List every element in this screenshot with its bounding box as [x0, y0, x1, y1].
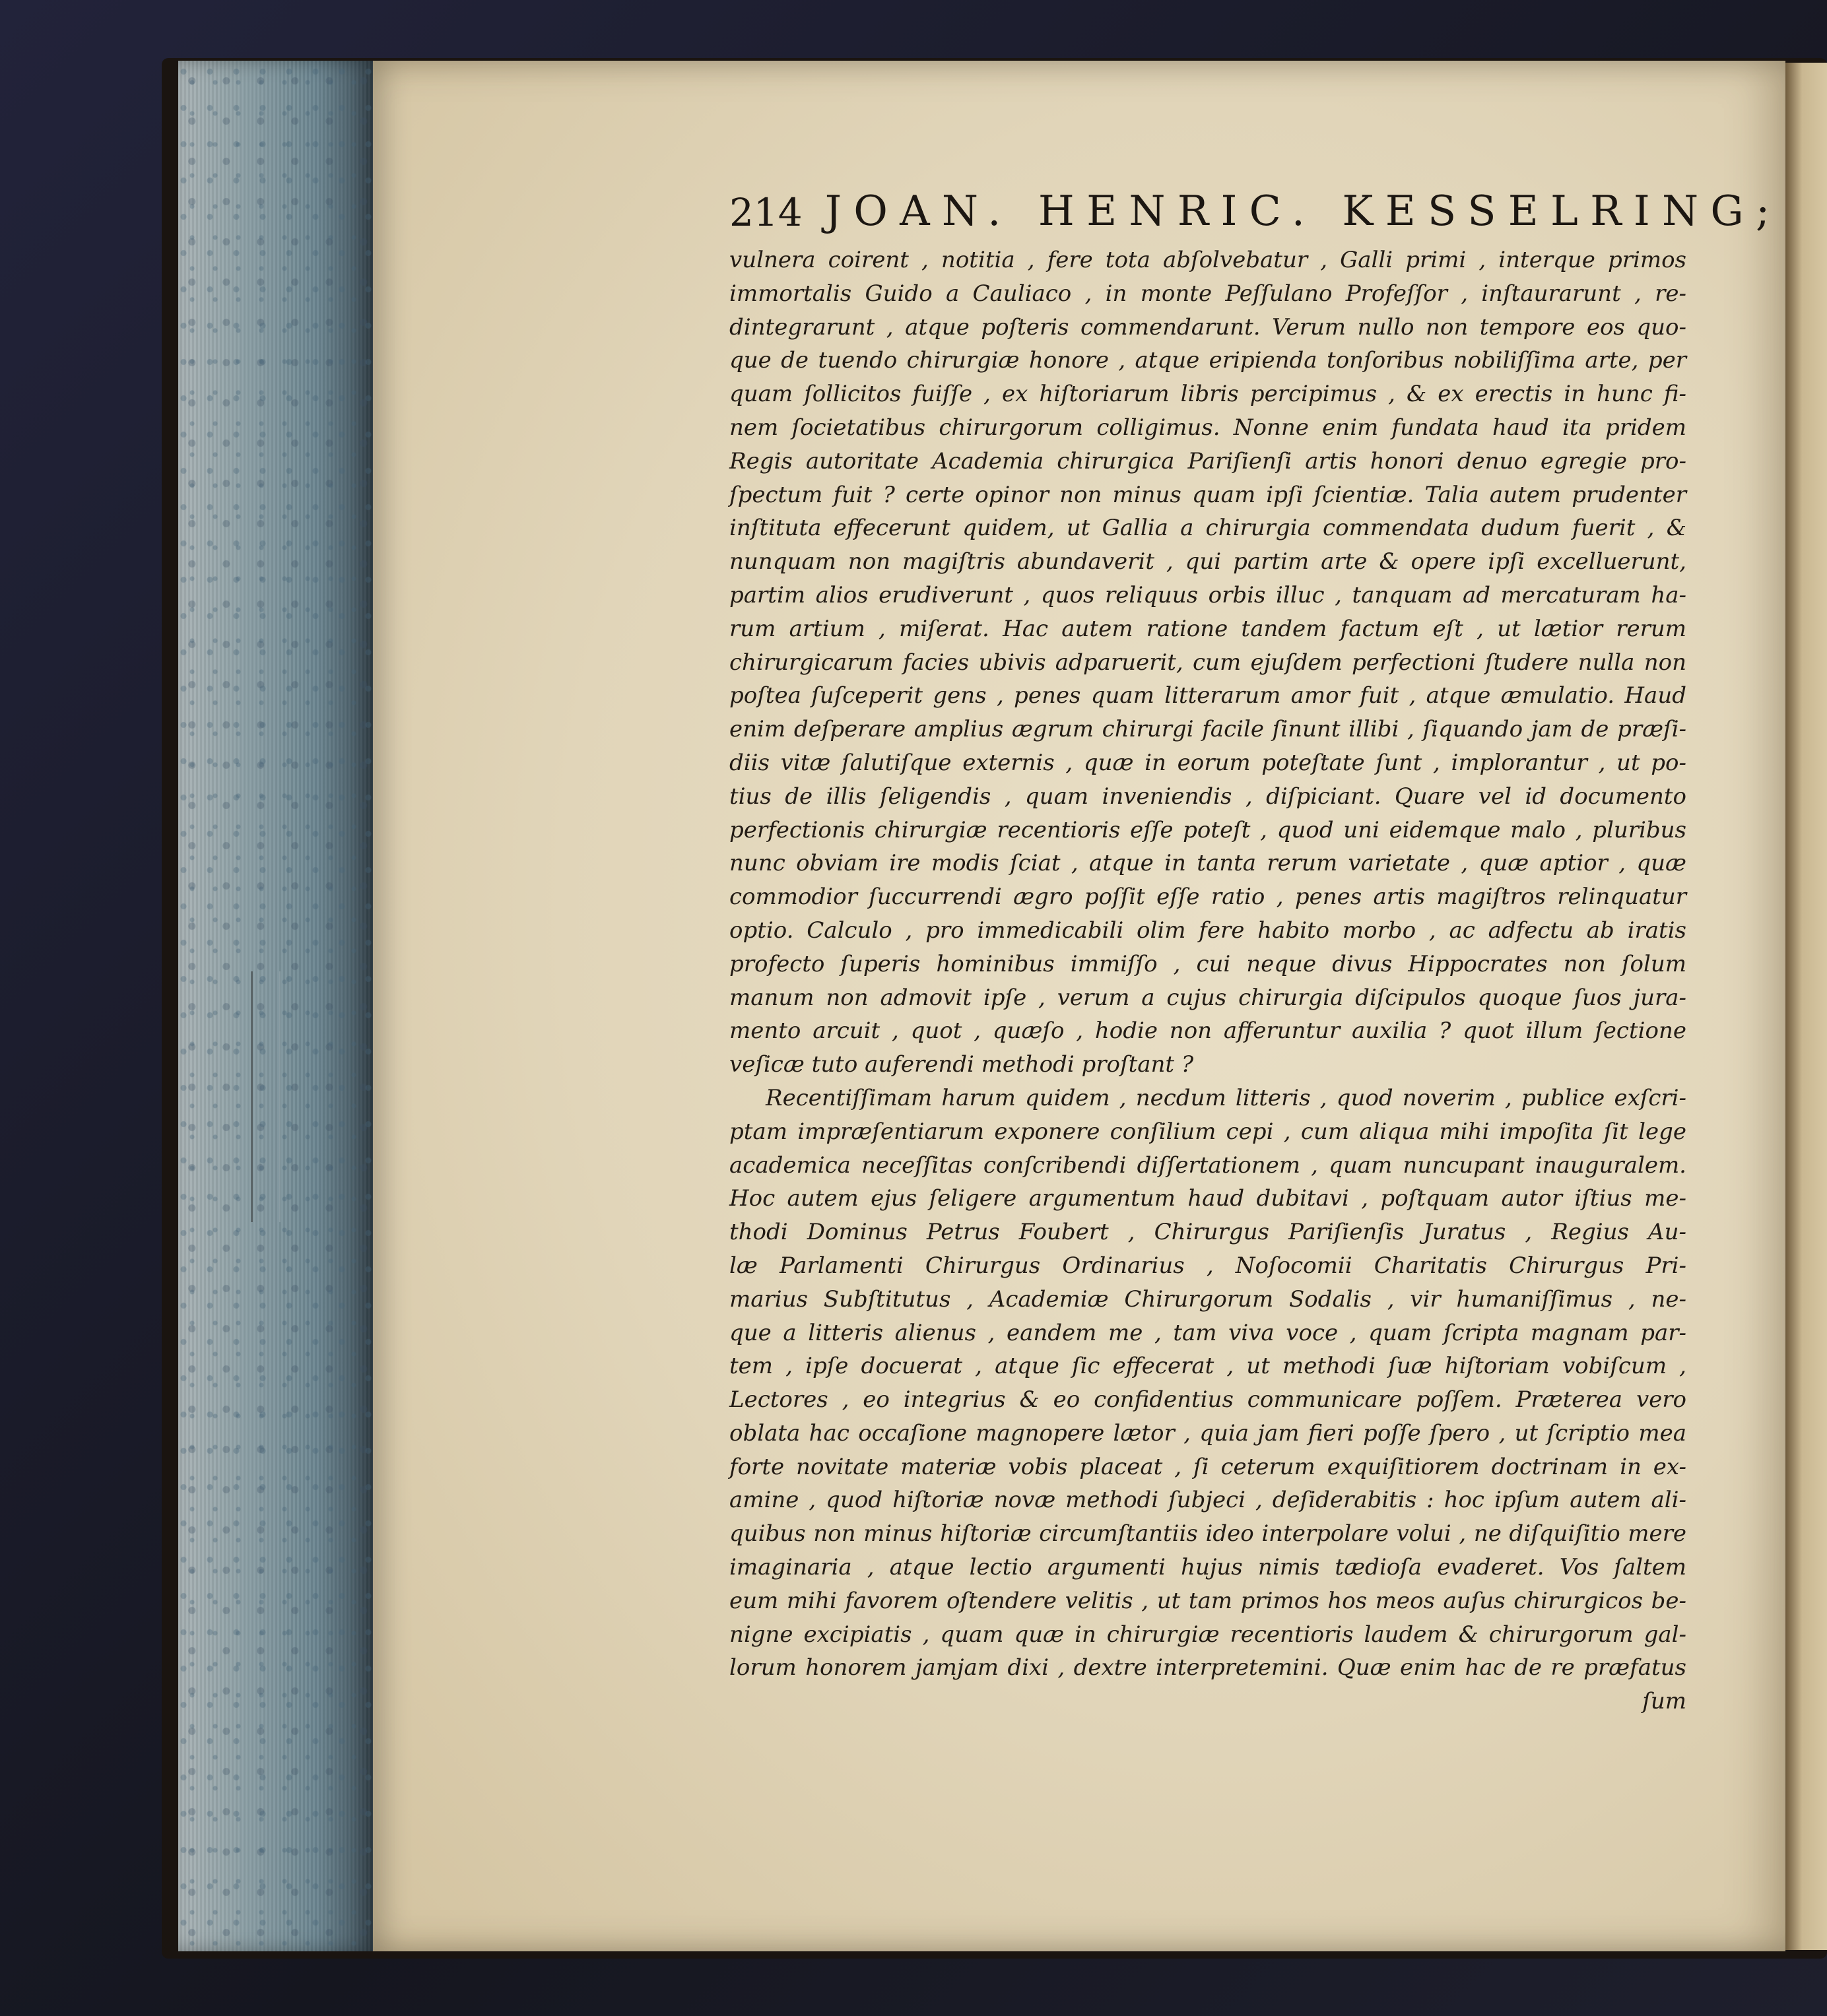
- body-text: [729, 244, 1686, 1718]
- page-number: 214: [729, 190, 803, 235]
- text-line: quibus non minus hiſtoriæ circumſtantiis ideo interpolare volui , ne diſquiſitio mere: [729, 1520, 1686, 1547]
- running-head: [729, 182, 1782, 235]
- text-line: academica neceſſitas conſcribendi diſſertationem , quam nuncupant inauguralem.: [729, 1152, 1686, 1179]
- text-line: optio. Calculo , pro immedicabili olim fere habito morbo , ac adfectu ab iratis: [729, 917, 1686, 944]
- catchword: ſum: [1642, 1688, 1686, 1715]
- text-line: ſpectum fuit ? certe opinor non minus quam ipſi ſcientiæ. Talia autem prudenter: [729, 481, 1686, 508]
- text-line: inſtituta effecerunt quidem, ut Gallia a chirurgia commendata dudum fuerit , &: [729, 515, 1686, 542]
- text-line: nem ſocietatibus chirurgorum colligimus. Nonne enim fundata haud ita pridem: [729, 414, 1686, 441]
- text-line: marius Subſtitutus , Academiæ Chirurgorum Sodalis , vir humaniſſimus , ne-: [729, 1285, 1686, 1313]
- page-text-block: [729, 182, 1782, 1718]
- text-line: Hoc autem ejus ſeligere argumentum haud dubitavi , poſtquam autor iſtius me-: [729, 1185, 1686, 1212]
- text-line: forte novitate materiæ vobis placeat , ſi ceterum exquiſitiorem doctrinam in ex-: [729, 1453, 1686, 1480]
- text-line: tius de illis ſeligendis , quam inveniendis , diſpiciant. Quare vel id documento: [729, 783, 1686, 810]
- text-line: partim alios erudiverunt , quos reliquus orbis illuc , tanquam ad mercaturam ha-: [729, 581, 1686, 608]
- text-line: que de tuendo chirurgiæ honore , atque eripienda tonſoribus nobiliſſima arte, per: [729, 347, 1686, 374]
- text-line: perfectionis chirurgiæ recentioris eſſe poteſt , quod uni eidemque malo , pluribus: [729, 816, 1686, 843]
- text-line: Lectores , eo integrius & eo confidentius communicare poſſem. Præterea vero: [729, 1386, 1686, 1414]
- text-line: thodi Dominus Petrus Foubert , Chirurgus Pariſienſis Juratus , Regius Au-: [729, 1219, 1686, 1246]
- text-line: oblata hac occaſione magnopere lætor , quia jam fieri poſſe ſpero , ut ſcriptio mea: [729, 1419, 1686, 1447]
- page-block-edge: [178, 61, 376, 1951]
- text-line: enim deſperare amplius ægrum chirurgi facile ſinunt illibi , ſiquando jam de præſi-: [729, 716, 1686, 743]
- text-line: læ Parlamenti Chirurgus Ordinarius , Noſocomii Charitatis Chirurgus Pri-: [729, 1252, 1686, 1279]
- page-fold-mark: [251, 971, 281, 1222]
- text-line: mento arcuit , quot , quæſo , hodie non afferuntur auxilia ? quot illum ſectione: [729, 1018, 1686, 1045]
- text-line: profecto ſuperis hominibus immiſſo , cui neque divus Hippocrates non ſolum: [729, 950, 1686, 977]
- text-line: que a litteris alienus , eandem me , tam viva voce , quam ſcripta magnam par-: [729, 1319, 1686, 1346]
- text-line: dintegrarunt , atque poſteris commendarunt. Verum nullo non tempore eos quo-: [729, 313, 1686, 341]
- text-line: quam ſollicitos fuiſſe , ex hiſtoriarum libris percipimus , & ex erectis in hunc fi-: [729, 381, 1686, 408]
- text-line: imaginaria , atque lectio argumenti hujus nimis tædioſa evaderet. Vos ſaltem: [729, 1554, 1686, 1581]
- text-line: chirurgicarum facies ubivis adparuerit, cum ejuſdem perfectioni ſtudere nulla non: [729, 649, 1686, 676]
- text-line: diis vitæ ſalutiſque externis , quæ in eorum poteſtate ſunt , implorantur , ut po-: [729, 749, 1686, 776]
- text-line: manum non admovit ipſe , verum a cujus chirurgia diſcipulos quoque ſuos jura-: [729, 984, 1686, 1011]
- text-line: lorum honorem jamjam dixi , dextre interpretemini. Quæ enim hac de re præfatus: [729, 1654, 1686, 1681]
- text-line: nunc obviam ire modis ſciat , atque in tanta rerum varietate , quæ aptior , quæ: [729, 850, 1686, 877]
- text-line: nigne excipiatis , quam quæ in chirurgiæ recentioris laudem & chirurgorum gal-: [729, 1621, 1686, 1648]
- text-line: commodior ſuccurrendi ægro poſſit eſſe ratio , penes artis magiſtros relinquatur: [729, 884, 1686, 911]
- text-line: vulnera coirent , notitia , fere tota abſolvebatur , Galli primi , interque primos: [729, 247, 1686, 273]
- text-line: eum mihi favorem oſtendere velitis , ut tam primos hos meos auſus chirurgicos be-: [729, 1587, 1686, 1614]
- text-line: poſtea ſuſceperit gens , penes quam litterarum amor fuit , atque æmulatio. Haud: [729, 682, 1686, 709]
- text-line: amine , quod hiſtoriæ novæ methodi ſubjeci , deſiderabitis : hoc ipſum autem ali-: [729, 1487, 1686, 1514]
- text-line: immortalis Guido a Cauliaco , in monte Peſſulano Profeſſor , inſtaurarunt , re-: [729, 280, 1686, 307]
- text-line: rum artium , miſerat. Hac autem ratione tandem factum eſt , ut lætior rerum: [729, 615, 1686, 642]
- text-line: nunquam non magiſtris abundaverit , qui partim arte & opere ipſi excelluerunt,: [729, 548, 1686, 575]
- text-line: Regis autoritate Academia chirurgica Pariſienſi artis honori denuo egregie pro-: [729, 447, 1686, 474]
- paragraph-start-line: Recentiſſimam harum quidem , necdum litteris , quod noverim , publice exſcri-: [766, 1084, 1686, 1111]
- text-line: ptam impræſentiarum exponere conſilium cepi , cum aliqua mihi impoſita ſit lege: [729, 1118, 1686, 1145]
- running-title: JOAN. HENRIC. KESSELRING;: [824, 187, 1782, 235]
- facing-page-edge: [1785, 63, 1827, 1950]
- text-line: veſicæ tuto auferendi methodi proſtant ?: [729, 1051, 1194, 1078]
- text-line: tem , ipſe docuerat , atque ſic effecerat , ut methodi ſuæ hiſtoriam vobiſcum ,: [729, 1353, 1686, 1380]
